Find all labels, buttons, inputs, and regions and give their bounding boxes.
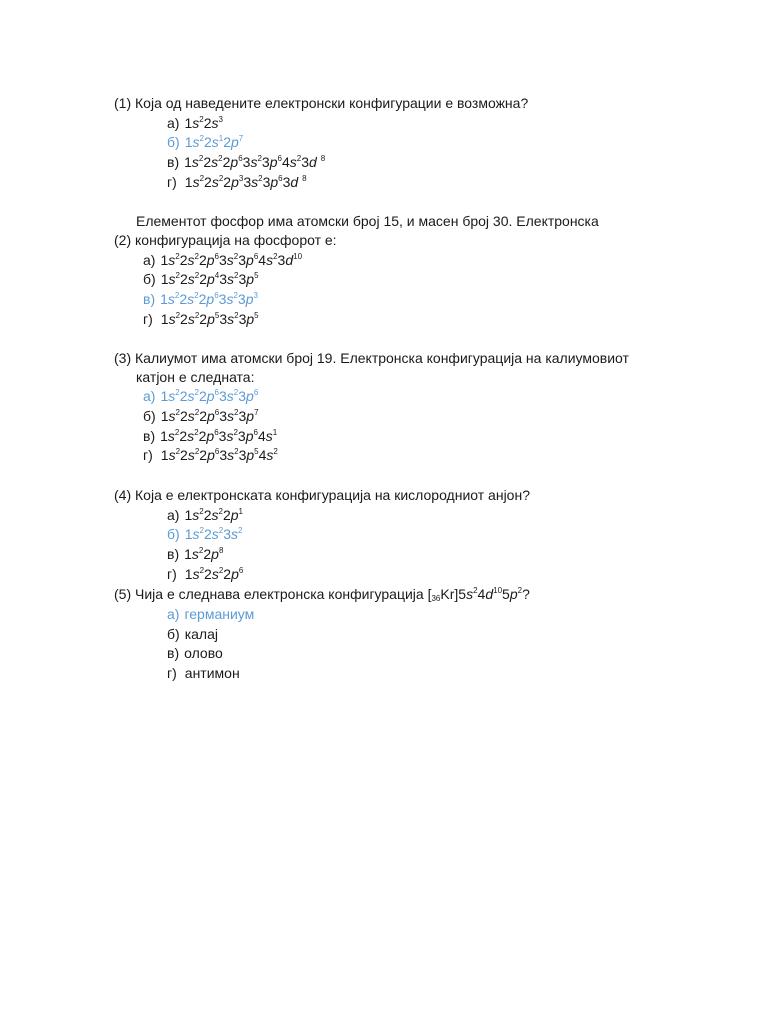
question-text: Која е електронската конфигурација на кислородниот анјон? — [135, 487, 530, 503]
q5-option-a — [167, 605, 254, 623]
q1-option-a — [167, 114, 223, 132]
option-label: а) — [143, 388, 156, 404]
option-formula: $1s^22s^22p^63s^23p^3$ — [160, 291, 258, 307]
q3-option-a — [143, 387, 258, 405]
question-1-text — [114, 94, 528, 112]
option-formula: $1s^22s^22p^6$ — [184, 566, 244, 582]
question-number: (5) — [114, 586, 132, 602]
option-label: г) — [143, 447, 153, 463]
option-text: калај — [184, 626, 218, 642]
option-formula: $1s^22s^22p^1$ — [184, 507, 243, 523]
question-number: (3) — [114, 350, 132, 366]
option-formula: $1s^22s^23s^2$ — [184, 526, 243, 542]
option-label: б) — [167, 626, 180, 642]
option-formula: $1s^22s^22p^33s^23p^63d$ $^8$ — [184, 174, 307, 190]
option-text: олово — [184, 645, 223, 661]
q5-option-c — [167, 644, 223, 662]
option-label: г) — [167, 566, 177, 582]
option-label: в) — [167, 546, 180, 562]
option-text: германиум — [184, 606, 255, 622]
q1-option-b — [167, 133, 243, 151]
question-2-text-line2 — [114, 231, 337, 249]
q5-option-b — [167, 625, 218, 643]
option-label: б) — [167, 134, 180, 150]
question-number: (1) — [114, 95, 132, 111]
q2-option-b — [143, 270, 259, 288]
q1-option-d — [167, 173, 307, 191]
option-formula: $1s^22s^22p^63s^23p^64s^23d$ $^8$ — [184, 154, 326, 170]
question-text: Чија е следнава електронска конфигурација $[_{36}Kr]5s^24d^{10}5p^2$? — [135, 586, 530, 603]
question-3-text-line2: катјон е следната: — [136, 369, 255, 385]
q3-option-c — [143, 427, 277, 445]
q5-option-d — [167, 664, 240, 682]
option-formula: $1s^22s^22p^63s^23p^64s^23d^{10}$ — [160, 252, 303, 268]
option-label: б) — [143, 408, 156, 424]
option-formula: $1s^22s^3$ — [184, 115, 223, 131]
option-label: г) — [167, 665, 177, 681]
question-number: (4) — [114, 487, 132, 503]
question-text: конфигурација на фосфорот е: — [135, 232, 337, 248]
option-formula: $1s^22s^22p^43s^23p^5$ — [160, 271, 259, 287]
option-label: а) — [167, 115, 180, 131]
question-5-text — [114, 585, 530, 603]
option-label: в) — [167, 645, 180, 661]
question-2-text-line1: Елементот фосфор има атомски број 15, и масен број 30. Електронска — [136, 213, 599, 229]
q2-option-a — [143, 251, 302, 269]
option-formula: $1s^22s^22p^63s^23p^7$ — [160, 408, 259, 424]
option-text: антимон — [184, 665, 240, 681]
option-formula: $1s^22s^22p^53s^23p^5$ — [160, 311, 259, 327]
q2-option-c — [143, 290, 258, 308]
q1-option-c — [167, 153, 325, 171]
option-label: г) — [143, 311, 153, 327]
option-formula: $1s^22s^22p^63s^23p^64s^1$ — [160, 428, 278, 444]
option-label: а) — [167, 507, 180, 523]
option-label: б) — [143, 271, 156, 287]
q3-option-b — [143, 407, 259, 425]
option-formula: $1s^22s^22p^63s^23p^6$ — [160, 388, 259, 404]
question-4-text — [114, 486, 530, 504]
q4-option-c — [167, 545, 223, 563]
option-label: а) — [167, 606, 180, 622]
option-formula: $1s^22s^22p^63s^23p^54s^2$ — [160, 447, 278, 463]
q4-option-a — [167, 506, 243, 524]
q4-option-d — [167, 565, 243, 583]
question-3-text-line1 — [114, 349, 629, 367]
option-label: в) — [143, 291, 156, 307]
q4-option-b — [167, 525, 242, 543]
option-label: г) — [167, 174, 177, 190]
option-label: в) — [143, 428, 156, 444]
question-text: Која од наведените електронски конфигурации е возможна? — [135, 95, 529, 111]
question-text: Калиумот има атомски број 19. Електронска конфигурација на калиумовиот — [135, 350, 629, 366]
option-label: а) — [143, 252, 156, 268]
q2-option-d — [143, 310, 259, 328]
option-formula: $1s^22s^12p^7$ — [184, 134, 244, 150]
option-label: в) — [167, 154, 180, 170]
q3-option-d — [143, 446, 278, 464]
option-label: б) — [167, 526, 180, 542]
option-formula: $1s^22p^8$ — [184, 546, 224, 562]
question-number: (2) — [114, 232, 132, 248]
